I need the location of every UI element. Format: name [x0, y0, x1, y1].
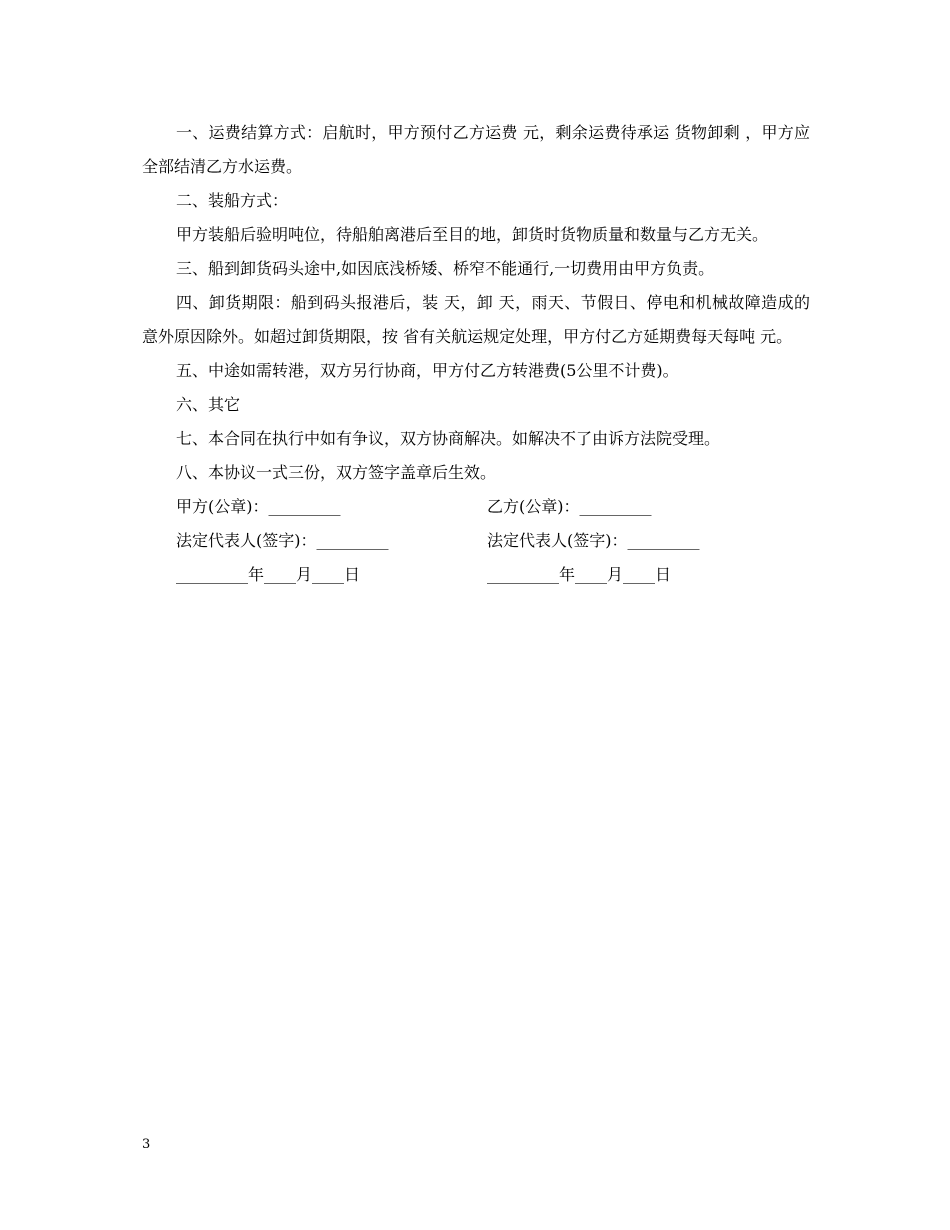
clause-other: 六、其它	[176, 395, 241, 414]
clause-copies-effective: 八、本协议一式三份，双方签字盖章后生效。	[176, 463, 497, 482]
party-b-seal-line: 乙方(公章)：_________	[487, 497, 652, 516]
clause-freight-settlement: 一、运费结算方式：启航时，甲方预付乙方运费 元，剩余运费待承运 货物卸剩 ，甲方应全部结清乙方水运费。	[142, 123, 810, 176]
signature-block	[142, 490, 810, 592]
party-b-representative-line: 法定代表人(签字)：_________	[487, 531, 700, 550]
signature-row-date	[142, 558, 810, 592]
clause-loading-method-heading: 二、装船方式：	[176, 191, 289, 210]
clause-port-transfer: 五、中途如需转港，双方另行协商，甲方付乙方转港费(5公里不计费)。	[176, 361, 679, 380]
page-number: 3	[142, 1137, 151, 1152]
party-a-seal-line: 甲方(公章)：_________	[176, 497, 341, 516]
signature-row-seal	[142, 490, 810, 524]
clause-transit-costs: 三、船到卸货码头途中,如因底浅桥矮、桥窄不能通行,一切费用由甲方负责。	[176, 259, 715, 278]
clause-dispute-resolution: 七、本合同在执行中如有争议，双方协商解决。如解决不了由诉方法院受理。	[176, 429, 721, 448]
clause-unloading-period: 四、卸货期限：船到码头报港后，装 天，卸 天，雨天、节假日、停电和机械故障造成的意外原因除外。如超过卸货期限，按 省有关航运规定处理，甲方付乙方延期费每天每吨 元。	[142, 293, 810, 346]
contract-body	[142, 116, 810, 592]
clause-loading-method-detail: 甲方装船后验明吨位，待船舶离港后至目的地，卸货时货物质量和数量与乙方无关。	[176, 225, 769, 244]
signature-row-representative	[142, 524, 810, 558]
party-b-date-line: _________年____月____日	[487, 565, 672, 584]
party-a-representative-line: 法定代表人(签字)：_________	[176, 531, 389, 550]
party-a-date-line: _________年____月____日	[176, 565, 361, 584]
